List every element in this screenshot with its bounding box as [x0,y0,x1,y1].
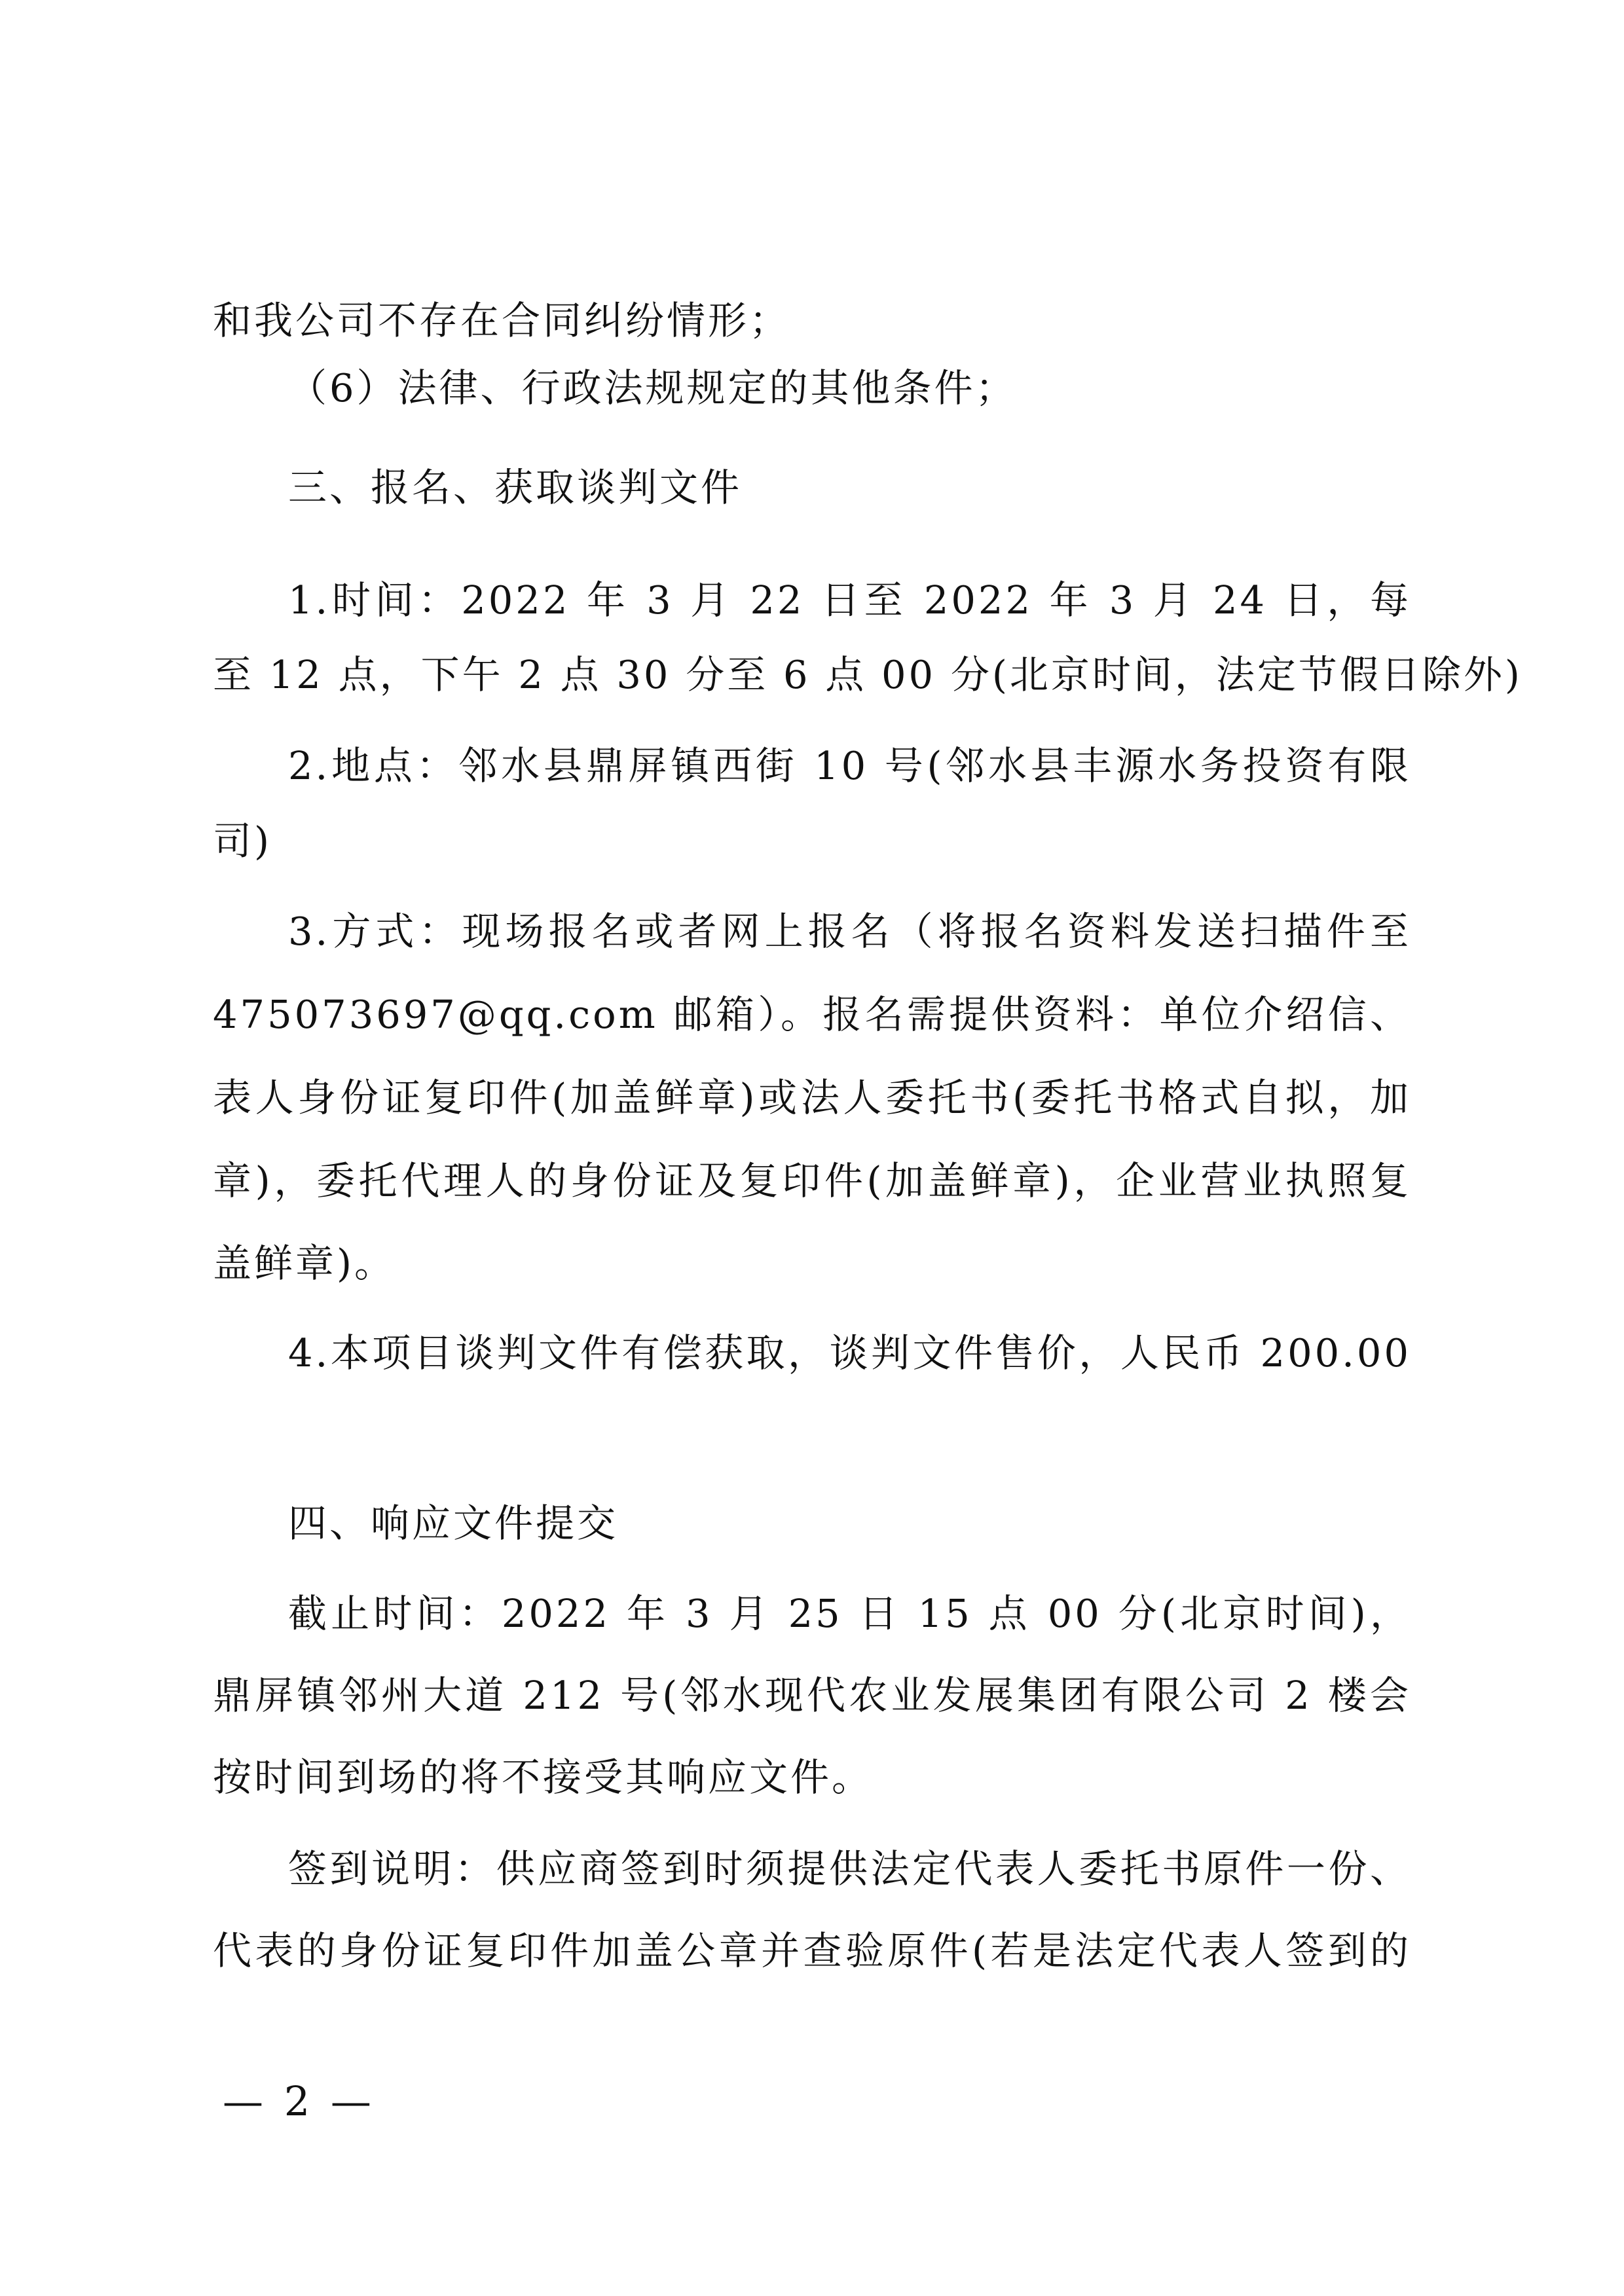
paragraph-line: 至 12 点，下午 2 点 30 分至 6 点 00 分(北京时间，法定节假日除外) [213,652,1522,697]
paragraph-line: 签到说明：供应商签到时须提供法定代表人委托书原件一份、 [288,1846,1411,1891]
paragraph-line: 3.方式：现场报名或者网上报名（将报名资料发送扫描件至 [288,909,1411,954]
paragraph-line: 表人身份证复印件(加盖鲜章)或法人委托书(委托书格式自拟，加 [213,1075,1411,1120]
paragraph-line: 按时间到场的将不接受其响应文件。 [213,1755,874,1800]
paragraph-line: 4.本项目谈判文件有偿获取，谈判文件售价，人民币 200.00 [288,1330,1411,1376]
paragraph-line: 盖鲜章)。 [213,1241,396,1286]
paragraph-line: 截止时间：2022 年 3 月 25 日 15 点 00 分(北京时间)， [288,1591,1411,1636]
paragraph-line: 和我公司不存在合同纠纷情形； [213,298,791,343]
paragraph-line: 475073697@qq.com 邮箱）。报名需提供资料：单位介绍信、 [213,992,1411,1037]
paragraph-line: 鼎屏镇邻州大道 212 号(邻水现代农业发展集团有限公司 2 楼会 [213,1673,1411,1718]
paragraph-line: 1.时间：2022 年 3 月 22 日至 2022 年 3 月 24 日，每 [288,577,1411,623]
section-heading: 三、报名、获取谈判文件 [288,465,743,510]
page-number: — 2 — [223,2077,375,2125]
paragraph-line: 代表的身份证复印件加盖公章并查验原件(若是法定代表人签到的 [213,1928,1411,1973]
paragraph-line: 司) [213,818,272,864]
paragraph-line: 2.地点：邻水县鼎屏镇西街 10 号(邻水县丰源水务投资有限 [288,743,1411,788]
paragraph-line: （6）法律、行政法规规定的其他条件； [288,365,1017,410]
paragraph-line: 章)，委托代理人的身份证及复印件(加盖鲜章)，企业营业执照复 [213,1158,1411,1203]
section-heading: 四、响应文件提交 [288,1501,619,1546]
